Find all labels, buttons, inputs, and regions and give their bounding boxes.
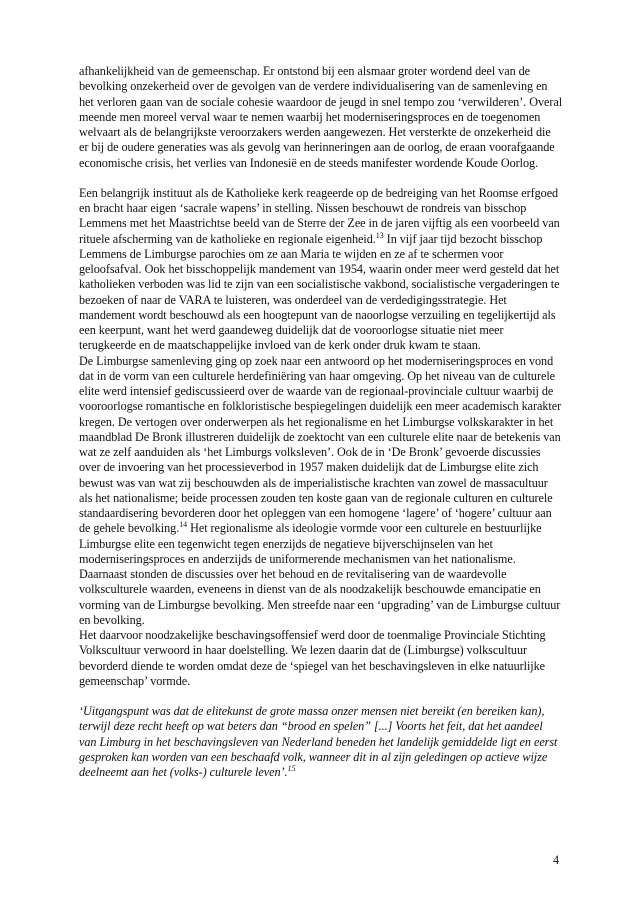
footnote-ref-13: 13 (375, 230, 384, 240)
paragraph-1-text: afhankelijkheid van de gemeenschap. Er ontstond bij een alsmaar groter wordend deel van de bevolking onzekerheid over de gevolgen van de verdere individualisering van de samenleving en het verloren gaan van de sociale cohesie waardoor de jeugd in snel tempo zou ‘verwilderen’. Overal meende men moreel verval waar te nemen waarbij het moderniseringsproces en de toegenomen welvaart als de belangrijkste veroorzakers werden aangewezen. Het versterkte de onzekerheid die er bij de oudere generaties was als gevolg van herinneringen aan de oorlog, de eraan voorafgaande economische crisis, het verlies van Indonesië en de steeds manifester wordende Koude Oorlog. (79, 64, 563, 170)
paragraph-1 (79, 64, 563, 171)
paragraph-3-text-a: De Limburgse samenleving ging op zoek naar een antwoord op het moderniseringsproces en vond dat in de vorm van een culturele herdefiniëring van haar omgeving. Op het niveau van de culturele elite werd intensief gediscussieerd over de waarde van de regionaal-provinciale cultuur waarbij de vooroorlogse romantische en folkloristische bespiegelingen duidelijk een meer academisch karakter kregen. De vertogen over onderwerpen als het regionalisme en het Limburgse volkskarakter in het maandblad De Bronk illustreren duidelijk de zoektocht van een culturele elite naar de betekenis van wat ze zelf aanduiden als ‘het Limburgs volksleven’. Ook de in ‘De Bronk’ gevoerde discussies over de invoering van het processieverbod in 1957 maken duidelijk dat de Limburgse elite zich bewust was van wat zij beschouwden als de imperialistische krachten van zowel de massacultuur als het nationalisme; beide processen zouden ten koste gaan van de regionale culturen en culturele standaardisering bevorderen door het opleggen van een homogene ‘lagere’ of ‘hogere’ cultuur aan de gehele bevolking. (79, 353, 562, 536)
paragraph-2-text-b: In vijf jaar tijd bezocht bisschop Lemmens de Limburgse parochies om ze aan Maria te wijden en ze af te schermen voor geloofsafval. Ook het bisschoppelijk mandement van 1954, waarin onder meer werd gesteld dat het katholieken verboden was lid te zijn van een socialistische vakbond, socialistische vergaderingen te bezoeken of naar de VARA te luisteren, was onderdeel van de verdedigingsstrategie. Het mandement wordt beschouwd als een hoogtepunt van de naoorlogse verzuiling en tegelijkertijd als een keerpunt, want het werd gaandeweg duidelijk dat de vooroorlogse situatie niet meer terugkeerde en de maatschappelijke invloed van de kerk onder druk kwam te staan. (79, 231, 560, 353)
page-number: 4 (553, 853, 560, 867)
footnote-ref-14: 14 (179, 520, 188, 530)
paragraph-2-text-a: Een belangrijk instituut als de Katholieke kerk reageerde op de bedreiging van het Roomse erfgoed en bracht haar eigen ‘sacrale wapens’ in stelling. Nissen beschouwt de rondreis van bisschop Lemmens met het Maastrichtse beeld van de Sterre der Zee in de jaren vijftig als een voorbeeld van rituele afscherming van de katholieke en regionale eigenheid. (79, 185, 560, 246)
block-quote-text: ‘Uitgangspunt was dat de elitekunst de grote massa onzer mensen niet bereikt (en bereiken kan), terwijl deze recht heeft op wat beters dan “brood en spelen” [...] Voorts het feit, dat het aandeel van Limburg in het beschavingsleven van Nederland beneden het landelijk gemiddelde ligt en eerst gesproken kan worden van een beschaafd volk, wanneer dit in al zijn geledingen op actieve wijze deelneemt aan het (volks-) culturele leven’. (79, 704, 558, 779)
paragraph-3 (79, 354, 563, 629)
block-quote (79, 704, 563, 780)
footnote-ref-15: 15 (287, 763, 296, 773)
body-text (79, 64, 563, 780)
paragraph-4 (79, 628, 563, 689)
paragraph-3-text-b: Het regionalisme als ideologie vormde voor een culturele en bestuurlijke Limburgse elite een tegenwicht tegen enerzijds de negatieve bijverschijnselen van het moderniseringsproces en anderzijds de uniformerende mechanismen van het nationalisme. Daarnaast stonden de discussies over het behoud en de revitalisering van de waardevolle volksculturele waarden, eveneens in dienst van de als noodzakelijk beschouwde emancipatie en vorming van de Limburgse bevolking. Men streefde naar een ‘upgrading’ van de Limburgse cultuur en bevolking. (79, 521, 561, 627)
paragraph-4-text: Het daarvoor noodzakelijke beschavingsoffensief werd door de toenmalige Provinciale Stichting Volkscultuur verwoord in haar doelstelling. We lezen daarin dat de (Limburgse) volkscultuur bevorderd diende te worden omdat deze de ‘spiegel van het beschavingsleven in elke natuurlijke gemeenschap’ vormde. (79, 628, 546, 688)
paragraph-2 (79, 186, 563, 354)
